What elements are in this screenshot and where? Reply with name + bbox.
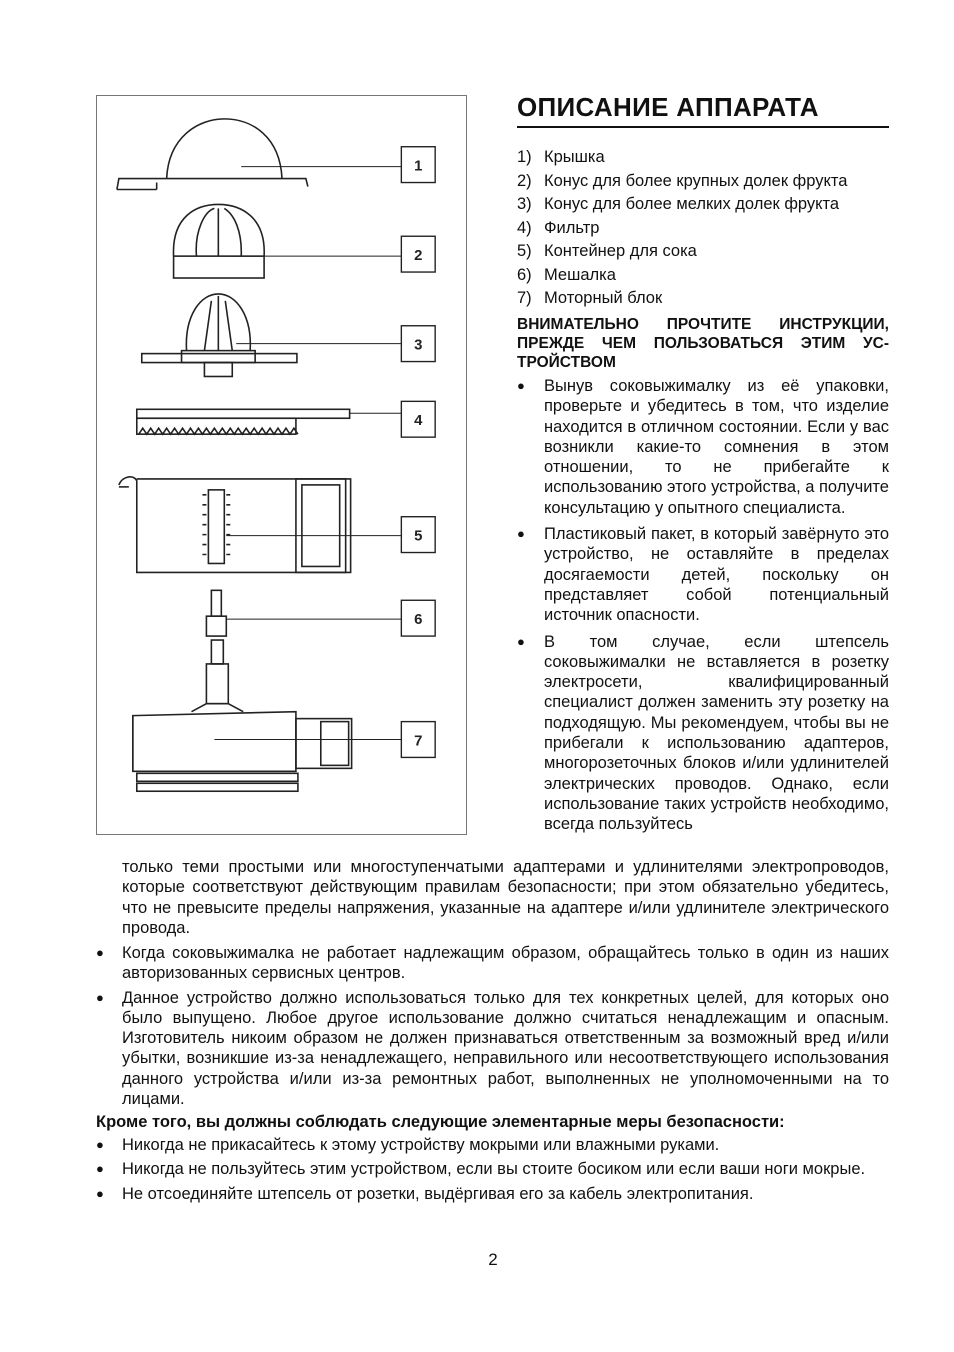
bullet-icon: ● bbox=[96, 1185, 104, 1201]
bullet-text: Не отсоединяйте штепсель от розетки, выдёргивая его за кабель электропитания. bbox=[122, 1184, 754, 1203]
bottom-bullets bbox=[96, 943, 889, 1113]
bullet-item bbox=[96, 988, 889, 1110]
juice-container-drawing bbox=[119, 477, 401, 573]
bullet-icon: ● bbox=[96, 1137, 104, 1152]
filter-drawing bbox=[137, 409, 402, 434]
part-number: 6) bbox=[517, 265, 532, 284]
exploded-view-drawing bbox=[97, 96, 466, 834]
parts-list-item bbox=[517, 170, 897, 194]
parts-list-item bbox=[517, 264, 897, 288]
parts-list-item bbox=[517, 287, 897, 311]
parts-list-item bbox=[517, 217, 897, 241]
bullet-item bbox=[517, 632, 889, 835]
diagram-label-4: 4 bbox=[414, 413, 423, 430]
diagram-label-2: 2 bbox=[414, 248, 423, 265]
bullet-item bbox=[517, 524, 889, 625]
lid-drawing bbox=[117, 119, 401, 190]
bullet-item bbox=[96, 943, 889, 984]
bullet-text: Никогда не прикасайтесь к этому устройству мокрыми или влажными руками. bbox=[122, 1136, 720, 1154]
bullet-icon: ● bbox=[96, 945, 104, 960]
bullet-icon: ● bbox=[96, 1161, 104, 1177]
parts-diagram bbox=[96, 95, 467, 835]
diagram-label-6: 6 bbox=[414, 612, 423, 629]
part-label: Фильтр bbox=[544, 218, 600, 237]
diagram-label-3: 3 bbox=[414, 337, 423, 354]
part-label: Контейнер для сока bbox=[544, 242, 697, 260]
right-column-bullets bbox=[517, 376, 889, 841]
bullet-text: Данное устройство должно использоваться только для тех конкретных целей, для которых оно было выпущено. Любое другое использование должно считаться ненадлежащим и опасным. Изготовитель никоим образом не должен признаваться ответственным за возможный вред и/или убытки, возникшие из-за ненадлежащего, неправильного или несоответствующего использования данного устройства и/или из-за ремонтных работ, выполненных не уполномоченными на то лицами. bbox=[122, 988, 889, 1109]
part-number: 7) bbox=[517, 289, 532, 307]
part-number: 3) bbox=[517, 195, 532, 213]
diagram-label-5: 5 bbox=[414, 528, 423, 545]
parts-list bbox=[517, 146, 897, 311]
warning-heading: ВНИМАТЕЛЬНО ПРОЧТИТЕ ИНСТРУКЦИИ, ПРЕЖДЕ ЧЕМ ПОЛЬЗОВАТЬСЯ ЭТИМ УС-ТРОЙСТВОМ bbox=[517, 316, 889, 371]
part-label: Мешалка bbox=[544, 265, 616, 284]
continuation-paragraph: только теми простыми или многоступенчатыми адаптерами и удлинителями электропроводов, которые соответствуют действующим правилам безопасности; при этом обязательно убедитесь, что не превысите пределы напряжения, указанные на адаптере и/или удлинителе электрического провода. bbox=[122, 858, 889, 937]
parts-list-item bbox=[517, 240, 897, 264]
bullet-text: В том случае, если штепсель соковыжималки не вставляется в розетку электросети, квалифицированный специалист должен заменить эту розетку на подходящую. Мы рекомендуем, чтобы вы не прибегали к использованию адаптеров, многорозеточных блоков и/или удлинителей электрических проводов. Однако, если использование таких устройств необходимо, всегда пользуйтесь bbox=[544, 632, 889, 834]
label-boxes bbox=[401, 147, 435, 758]
part-number: 1) bbox=[517, 148, 532, 166]
diagram-label-1: 1 bbox=[414, 158, 423, 175]
bullet-text: Вынув соковыжималку из её упаковки, проверьте и убедитесь в том, что изделие находится в отличном состоянии. Если у вас возникли какие-то сомнения в этом отношении, то не прибегайте к использованию этого устройства, а получите консультацию у опытного специалиста. bbox=[544, 377, 889, 517]
page-title: ОПИСАНИЕ АППАРАТА bbox=[517, 92, 889, 128]
bullet-icon: ● bbox=[517, 633, 525, 649]
bullet-text: Пластиковый пакет, в который завёрнуто это устройство, не оставляйте в пределах досягаемости детей, поскольку он представляет собой потенциальный источник опасности. bbox=[544, 525, 889, 625]
bullet-item bbox=[517, 376, 889, 518]
part-label: Крышка bbox=[544, 148, 605, 166]
part-label: Конус для более крупных долек фрукта bbox=[544, 171, 848, 190]
bullet-icon: ● bbox=[517, 378, 525, 393]
large-cone-drawing bbox=[173, 204, 401, 278]
part-number: 5) bbox=[517, 242, 532, 260]
bullet-item bbox=[96, 1135, 889, 1155]
part-label: Моторный блок bbox=[544, 289, 663, 307]
diagram-label-7: 7 bbox=[414, 733, 423, 750]
safety-bullets bbox=[96, 1135, 889, 1208]
stirrer-drawing bbox=[206, 590, 401, 636]
small-cone-drawing bbox=[142, 294, 402, 377]
motor-unit-drawing bbox=[133, 640, 402, 791]
parts-list-item bbox=[517, 193, 897, 217]
part-number: 4) bbox=[517, 218, 532, 237]
part-number: 2) bbox=[517, 171, 532, 190]
part-label: Конус для более мелких долек фрукта bbox=[544, 195, 840, 213]
safety-intro: Кроме того, вы должны соблюдать следующие элементарные меры безопасности: bbox=[96, 1113, 785, 1131]
page-number: 2 bbox=[488, 1250, 498, 1269]
parts-list-item bbox=[517, 146, 897, 170]
bullet-item bbox=[96, 1184, 889, 1204]
bullet-text: Когда соковыжималка не работает надлежащим образом, обращайтесь только в один из наших авторизованных сервисных центров. bbox=[122, 944, 889, 983]
bullet-item bbox=[96, 1159, 889, 1179]
bullet-icon: ● bbox=[96, 989, 104, 1005]
bullet-icon: ● bbox=[517, 526, 525, 542]
bullet-text: Никогда не пользуйтесь этим устройством, если вы стоите босиком или если ваши ноги мокрые. bbox=[122, 1160, 866, 1179]
